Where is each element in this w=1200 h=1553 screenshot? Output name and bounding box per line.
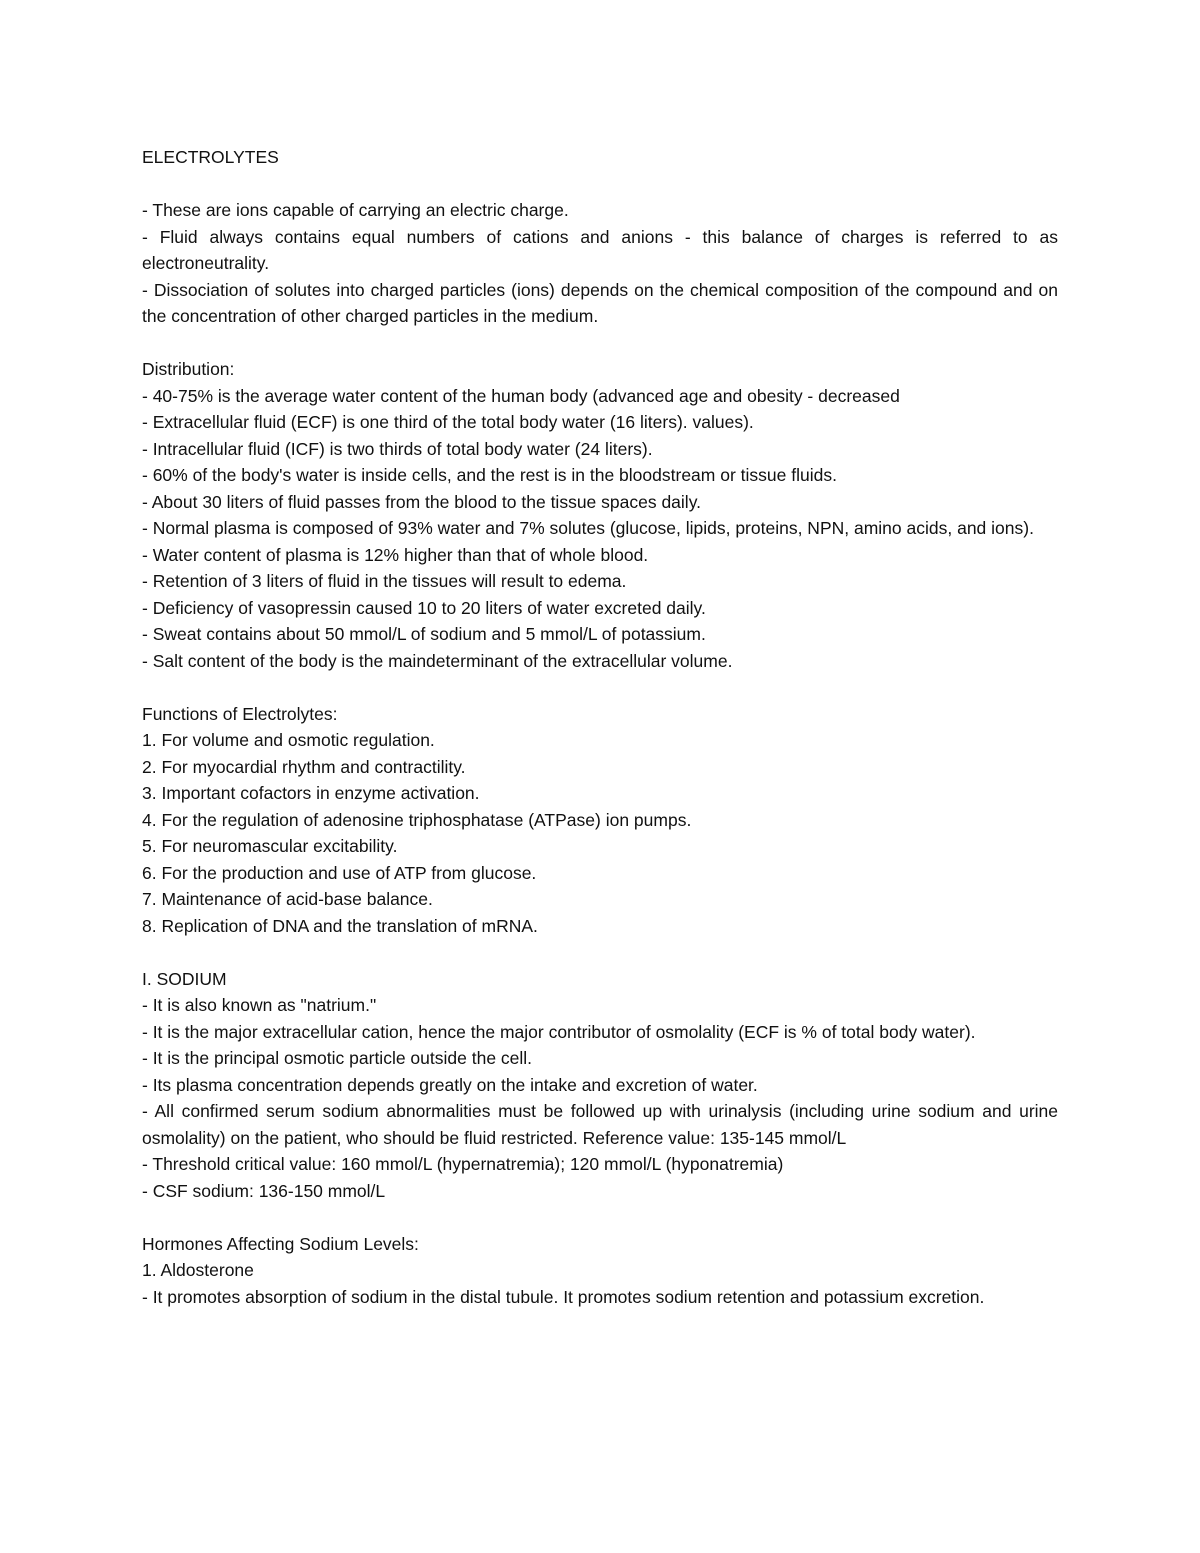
- blank-line: [142, 674, 1058, 701]
- intro-section: [142, 197, 1058, 330]
- function-item: 7. Maintenance of acid-base balance.: [142, 889, 433, 909]
- section-heading: I. SODIUM: [142, 968, 227, 989]
- function-item: 6. For the production and use of ATP from glucose.: [142, 862, 537, 883]
- blank-line: [142, 171, 1058, 198]
- sodium-item: - It is the principal osmotic particle outside the cell.: [142, 1048, 533, 1068]
- sodium-item: - Threshold critical value: 160 mmol/L (hypernatremia); 120 mmol/L (hyponatremia): [142, 1154, 784, 1174]
- sodium-section: [142, 966, 1058, 1205]
- functions-section: [142, 701, 1058, 940]
- section-heading: Hormones Affecting Sodium Levels:: [142, 1233, 419, 1254]
- intro-item: - Dissociation of solutes into charged particles (ions) depends on the chemical composition of the compound and on the concentration of other charged particles in the medium.: [142, 279, 1058, 326]
- distribution-item: - Normal plasma is composed of 93% water and 7% solutes (glucose, lipids, proteins, NPN, amino acids, and ions).: [142, 518, 1034, 538]
- distribution-item: - Deficiency of vasopressin caused 10 to 20 liters of water excreted daily.: [142, 597, 706, 618]
- distribution-item: - Salt content of the body is the maindeterminant of the extracellular volume.: [142, 650, 733, 671]
- distribution-item: - Intracellular fluid (ICF) is two thirds of total body water (24 liters).: [142, 438, 653, 459]
- blank-line: [142, 330, 1058, 357]
- hormone-item: - It promotes absorption of sodium in the distal tubule. It promotes sodium retention and potassium excretion.: [142, 1286, 985, 1307]
- intro-item: - These are ions capable of carrying an electric charge.: [142, 200, 569, 220]
- sodium-item: - It is also known as "natrium.": [142, 995, 377, 1015]
- sodium-item: - Its plasma concentration depends greatly on the intake and excretion of water.: [142, 1074, 758, 1095]
- distribution-item: - About 30 liters of fluid passes from the blood to the tissue spaces daily.: [142, 491, 702, 512]
- distribution-item: - Water content of plasma is 12% higher than that of whole blood.: [142, 544, 649, 565]
- blank-line: [142, 1204, 1058, 1231]
- function-item: 5. For neuromascular excitability.: [142, 836, 398, 856]
- distribution-section: [142, 356, 1058, 674]
- section-heading: Functions of Electrolytes:: [142, 703, 338, 724]
- function-item: 3. Important cofactors in enzyme activation.: [142, 783, 480, 803]
- hormone-item: 1. Aldosterone: [142, 1260, 254, 1280]
- function-item: 1. For volume and osmotic regulation.: [142, 730, 435, 750]
- distribution-item: - 40-75% is the average water content of the human body (advanced age and obesity - decreased: [142, 385, 900, 406]
- blank-line: [142, 939, 1058, 966]
- sodium-item: - CSF sodium: 136-150 mmol/L: [142, 1180, 386, 1201]
- distribution-item: - Sweat contains about 50 mmol/L of sodium and 5 mmol/L of potassium.: [142, 624, 706, 644]
- sodium-item: - It is the major extracellular cation, hence the major contributor of osmolality (ECF is % of total body water).: [142, 1021, 976, 1042]
- hormones-section: [142, 1231, 1058, 1311]
- document-title: ELECTROLYTES: [142, 147, 279, 167]
- function-item: 2. For myocardial rhythm and contractility.: [142, 756, 466, 777]
- document-page: [142, 144, 1058, 1310]
- distribution-item: - 60% of the body's water is inside cells, and the rest is in the bloodstream or tissue fluids.: [142, 465, 837, 485]
- sodium-item: - All confirmed serum sodium abnormalities must be followed up with urinalysis (including urine sodium and urine osmolality) on the patient, who should be fluid restricted. Reference value: 135-145 mmol/L: [142, 1101, 1058, 1148]
- function-item: 8. Replication of DNA and the translation of mRNA.: [142, 915, 538, 936]
- function-item: 4. For the regulation of adenosine triphosphatase (ATPase) ion pumps.: [142, 809, 692, 830]
- distribution-item: - Retention of 3 liters of fluid in the tissues will result to edema.: [142, 571, 627, 591]
- intro-item: - Fluid always contains equal numbers of cations and anions - this balance of charges is referred to as electroneutrality.: [142, 226, 1058, 273]
- section-heading: Distribution:: [142, 359, 235, 379]
- distribution-item: - Extracellular fluid (ECF) is one third of the total body water (16 liters). values).: [142, 412, 754, 432]
